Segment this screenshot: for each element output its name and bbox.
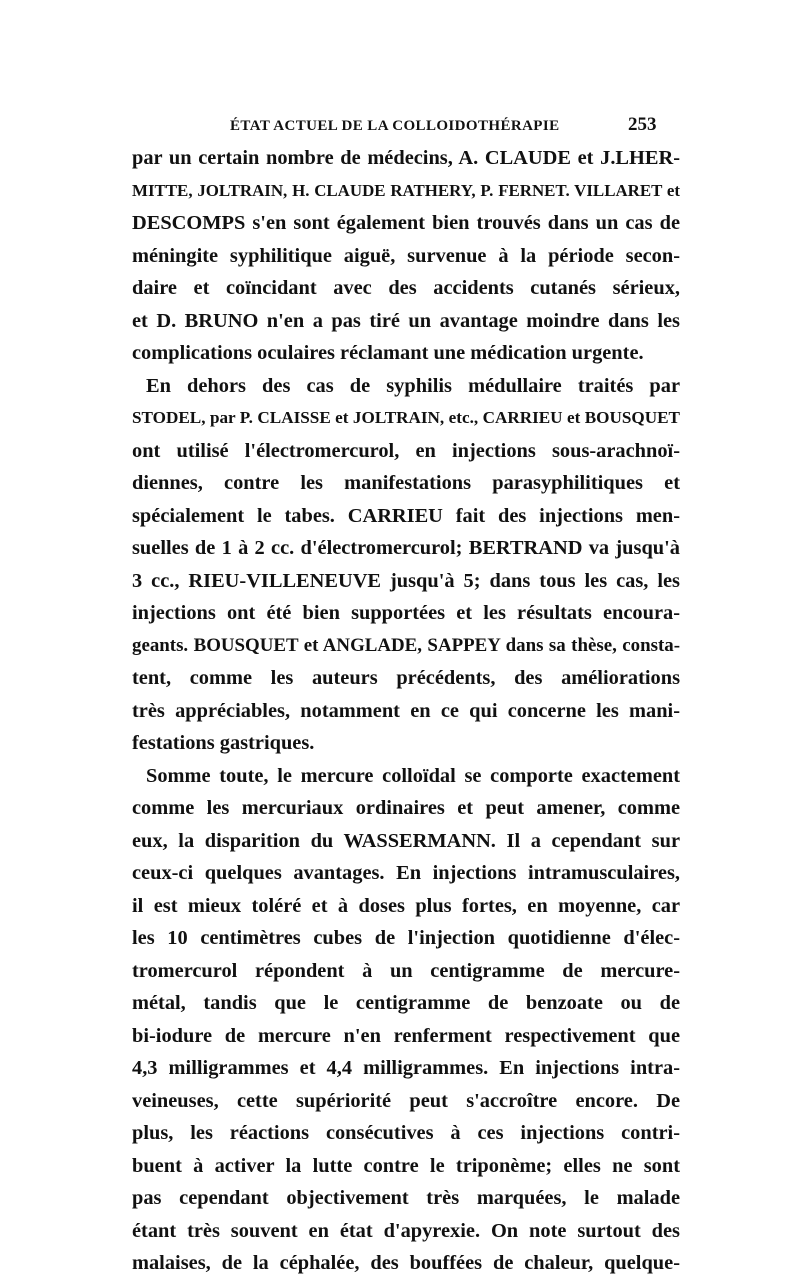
text-line: daire et coïncidant avec des accidents cutanés sérieux,	[132, 277, 680, 299]
text-line: bi-iodure de mercure n'en renferment respectivement que	[132, 1024, 680, 1047]
text-line: ceux-ci quelques avantages. En injections intramusculaires,	[132, 862, 680, 884]
body-text	[132, 142, 680, 1280]
text-line: complications oculaires réclamant une médication urgente.	[132, 342, 644, 364]
running-title: ÉTAT ACTUEL DE LA COLLOIDOTHÉRAPIE	[230, 118, 560, 134]
text-line: très appréciables, notamment en ce qui concerne les mani-	[132, 699, 680, 722]
text-line: il est mieux toléré et à doses plus fortes, en moyenne, car	[132, 894, 680, 917]
text-line: malaises, de la céphalée, des bouffées de chaleur, quelque-	[132, 1252, 680, 1274]
paragraph-first-line: Somme toute, le mercure colloïdal se comporte exactement	[146, 764, 680, 787]
text-line: métal, tandis que le centigramme de benzoate ou de	[132, 992, 680, 1014]
text-line: MITTE, JOLTRAIN, H. CLAUDE RATHERY, P. FERNET. VILLARET et	[132, 180, 680, 200]
text-line: spécialement le tabes. CARRIEU fait des injections men-	[132, 504, 680, 527]
text-line: tromercurol répondent à un centigramme de mercure-	[132, 959, 680, 982]
text-line: DESCOMPS s'en sont également bien trouvés dans un cas de	[132, 212, 680, 234]
text-line: suelles de 1 à 2 cc. d'électromercurol; BERTRAND va jusqu'à	[132, 537, 680, 559]
text-line: 3 cc., RIEU-VILLENEUVE jusqu'à 5; dans tous les cas, les	[132, 569, 680, 592]
text-line: les 10 centimètres cubes de l'injection quotidienne d'élec-	[132, 927, 680, 949]
text-line: pas cependant objectivement très marquées, le malade	[132, 1187, 680, 1209]
text-line: tent, comme les auteurs précédents, des améliorations	[132, 667, 680, 689]
text-line: par un certain nombre de médecins, A. CLAUDE et J.LHER-	[132, 147, 680, 169]
paragraph-first-line: En dehors des cas de syphilis médullaire traités par	[146, 374, 680, 397]
text-line: comme les mercuriaux ordinaires et peut amener, comme	[132, 797, 680, 819]
text-line: buent à activer la lutte contre le triponème; elles ne sont	[132, 1154, 680, 1177]
text-line: geants. BOUSQUET et ANGLADE, SAPPEY dans sa thèse, consta-	[132, 634, 680, 656]
text-line: méningite syphilitique aiguë, survenue à la période secon-	[132, 244, 680, 267]
text-line: festations gastriques.	[132, 732, 315, 754]
text-line: et D. BRUNO n'en a pas tiré un avantage moindre dans les	[132, 309, 680, 332]
text-line: plus, les réactions consécutives à ces injections contri-	[132, 1122, 680, 1144]
text-line: eux, la disparition du WASSERMANN. Il a cependant sur	[132, 829, 680, 852]
text-line: ont utilisé l'électromercurol, en injections sous-arachnoï-	[132, 439, 680, 462]
text-line: 4,3 milligrammes et 4,4 milligrammes. En injections intra-	[132, 1057, 680, 1079]
text-line: diennes, contre les manifestations parasyphilitiques et	[132, 472, 680, 494]
page-number: 253	[628, 114, 657, 135]
text-line: étant très souvent en état d'apyrexie. On note surtout des	[132, 1219, 680, 1242]
text-line: injections ont été bien supportées et les résultats encoura-	[132, 602, 680, 624]
text-line: STODEL, par P. CLAISSE et JOLTRAIN, etc., CARRIEU et BOUSQUET	[132, 408, 680, 427]
text-line: veineuses, cette supériorité peut s'accroître encore. De	[132, 1089, 680, 1112]
